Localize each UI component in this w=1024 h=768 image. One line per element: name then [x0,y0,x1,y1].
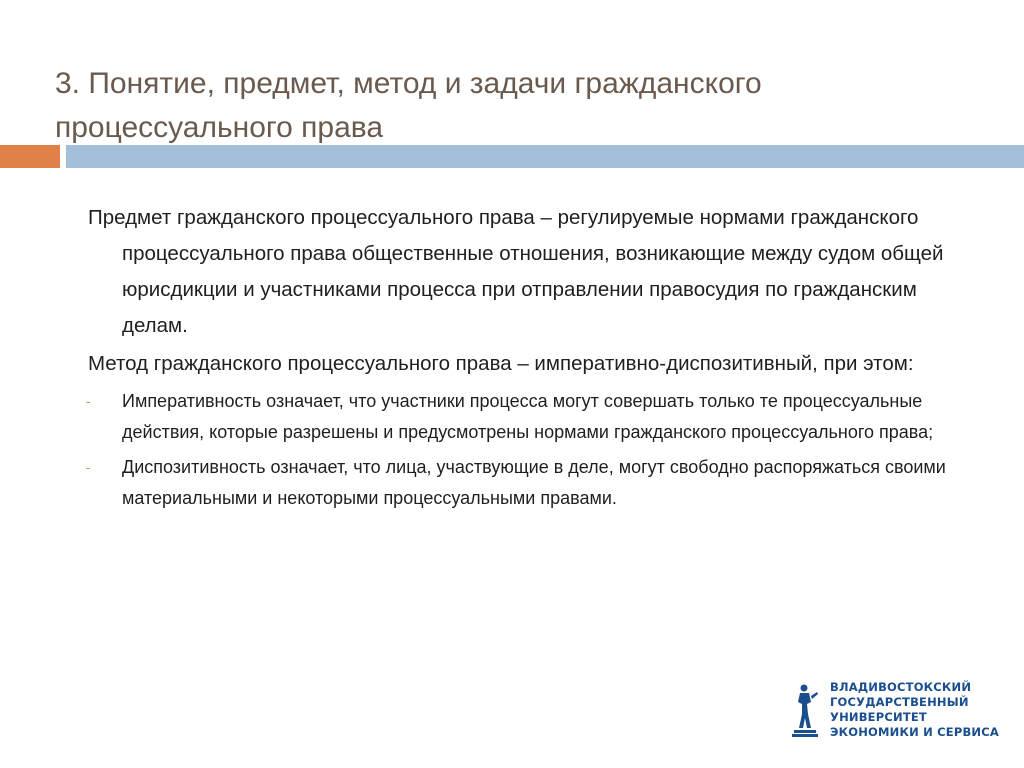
logo-line: УНИВЕРСИТЕТ [830,710,927,724]
paragraph-method: Метод гражданского процессуального права – императивно-диспозитивный, при этом: [88,352,914,375]
logo-line: ГОСУДАРСТВЕННЫЙ [830,695,969,709]
university-logo [790,680,1010,742]
logo-line: ВЛАДИВОСТОКСКИЙ [830,680,972,694]
slide-title: 3. Понятие, предмет, метод и задачи гражданского процессуального права [55,67,762,144]
slide-body [88,200,968,518]
title-accent-bar-blue [66,145,1024,168]
bullet-text: Императивность означает, что участники процесса могут совершать только те процессуальные действия, которые разрешены и предусмотрены нормами гражданского процессуального права; [122,391,934,442]
bullet-marker: - [86,460,91,475]
bullet-text: Диспозитивность означает, что лица, участвующие в деле, могут свободно распоряжаться своими материальными и некоторыми процессуальными правами. [122,457,946,508]
title-accent-bar-orange [0,145,60,168]
university-emblem-icon [790,682,820,738]
logo-line: ЭКОНОМИКИ И СЕРВИСА [830,725,999,739]
logo-text [830,680,999,740]
bullet-marker: - [86,394,91,409]
bullet-item-imperative [88,386,968,448]
paragraph-subject: Предмет гражданского процессуального права – регулируемые нормами гражданского процессуального права общественные отношения, возникающие между судом общей юрисдикции и участниками процесса при отправлении правосудия по гражданским делам. [88,206,944,337]
bullet-item-dispositive [88,452,968,514]
